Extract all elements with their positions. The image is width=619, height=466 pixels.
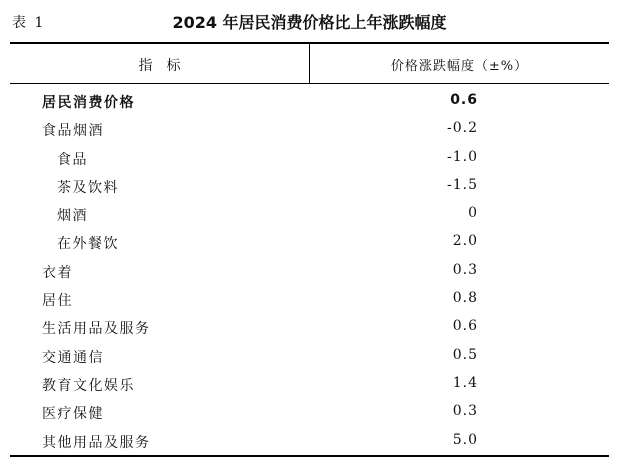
table-row bbox=[0, 341, 619, 369]
row-change-value: -1.5 bbox=[447, 176, 478, 193]
table-number-label: 表 1 bbox=[12, 15, 46, 31]
table-row bbox=[0, 86, 619, 114]
row-change-value: -0.2 bbox=[447, 120, 478, 137]
row-change-value: 5.0 bbox=[452, 431, 478, 448]
table-row bbox=[0, 256, 619, 284]
table-row bbox=[0, 227, 619, 255]
row-indicator-name: 医疗保健 bbox=[42, 406, 104, 423]
row-indicator-name: 食品 bbox=[57, 151, 88, 168]
row-indicator-name: 居住 bbox=[42, 293, 73, 310]
table-row bbox=[0, 426, 619, 454]
row-change-value: 1.4 bbox=[452, 374, 478, 391]
table-row bbox=[0, 312, 619, 340]
row-indicator-name: 其他用品及服务 bbox=[42, 434, 151, 451]
header-price-change: 价格涨跌幅度（±%） bbox=[390, 59, 529, 74]
table-row bbox=[0, 284, 619, 312]
bottom-rule bbox=[10, 455, 609, 457]
row-indicator-name: 烟酒 bbox=[57, 208, 88, 225]
row-change-value: 0.6 bbox=[452, 318, 478, 335]
row-indicator-name: 居民消费价格 bbox=[42, 95, 135, 111]
table-row bbox=[0, 199, 619, 227]
row-indicator-name: 在外餐饮 bbox=[57, 236, 119, 253]
table-row bbox=[0, 143, 619, 171]
row-indicator-name: 交通通信 bbox=[42, 349, 104, 366]
table-row bbox=[0, 171, 619, 199]
row-change-value: 0.5 bbox=[452, 346, 478, 363]
row-indicator-name: 生活用品及服务 bbox=[42, 321, 151, 338]
row-change-value: 0.6 bbox=[450, 92, 478, 108]
row-indicator-name: 衣着 bbox=[42, 264, 73, 281]
table-body bbox=[0, 86, 619, 454]
header-rule bbox=[10, 83, 609, 84]
table-row bbox=[0, 397, 619, 425]
table-row bbox=[0, 369, 619, 397]
row-indicator-name: 食品烟酒 bbox=[42, 123, 104, 140]
row-change-value: 0.3 bbox=[452, 403, 478, 420]
row-change-value: 0.3 bbox=[452, 261, 478, 278]
row-change-value: 0 bbox=[468, 205, 478, 222]
row-change-value: -1.0 bbox=[447, 148, 478, 165]
row-indicator-name: 茶及饮料 bbox=[57, 179, 119, 196]
row-change-value: 0.8 bbox=[452, 290, 478, 307]
table-row bbox=[0, 114, 619, 142]
row-change-value: 2.0 bbox=[452, 233, 478, 250]
table-title: 2024 年居民消费价格比上年涨跌幅度 bbox=[172, 13, 447, 32]
row-indicator-name: 教育文化娱乐 bbox=[42, 377, 135, 394]
header-indicator: 指标 bbox=[138, 58, 195, 74]
